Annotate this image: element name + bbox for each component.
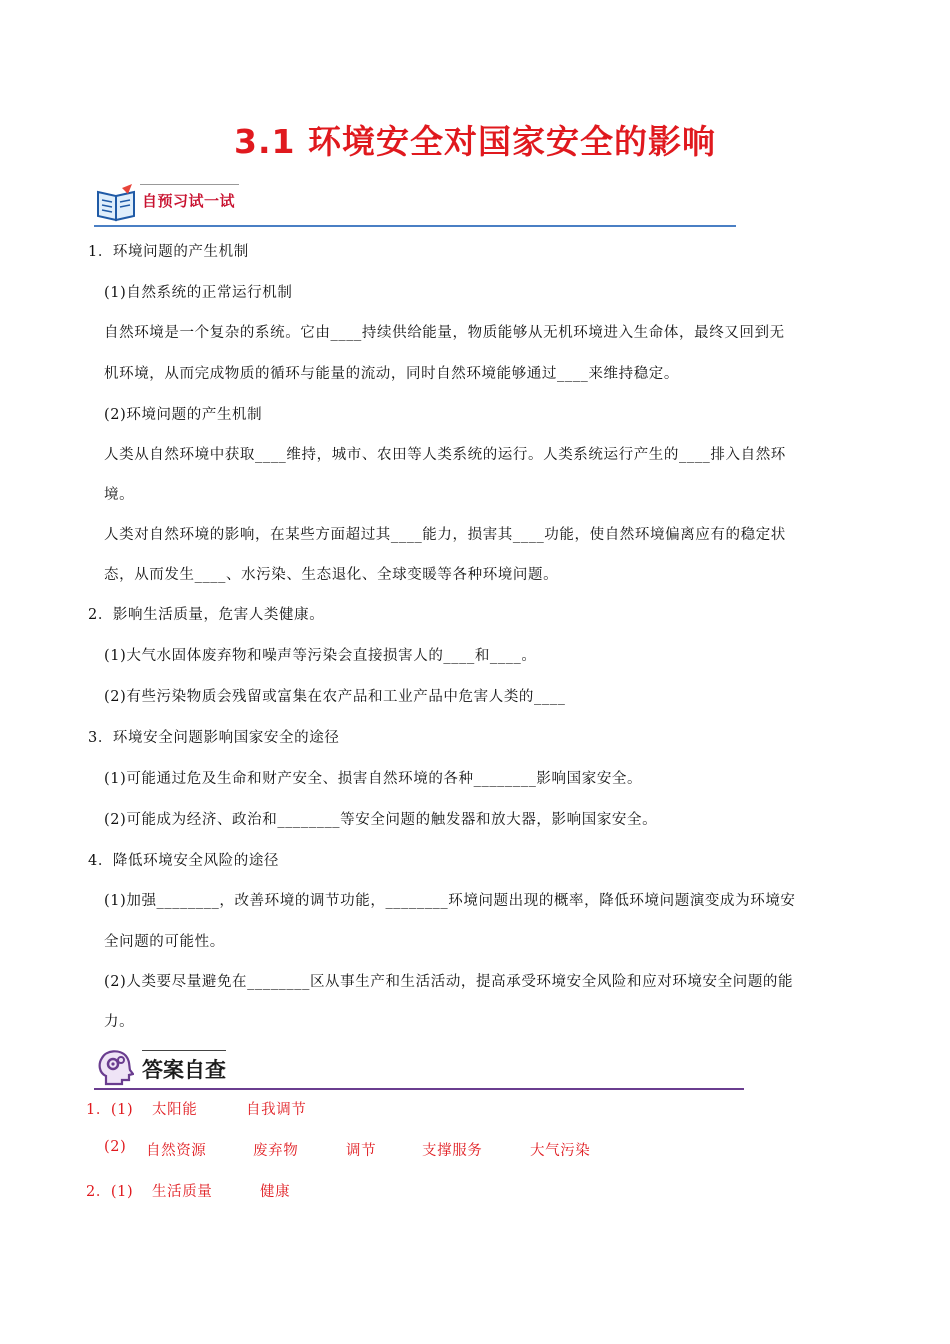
answer-item: 太阳能 [152, 1102, 198, 1118]
answer-item: 自我调节 [246, 1102, 307, 1118]
heading-4: 4．降低环境安全风险的途径 [88, 853, 280, 869]
paragraph-line: (1)加强________，改善环境的调节功能，________环境问题出现的概率，降低环境问题演变成为环境安 [104, 893, 796, 909]
paragraph-line: (1)可能通过危及生命和财产安全、损害自然环境的各种________影响国家安全。 [104, 771, 643, 787]
paragraph-line: 态，从而发生____、水污染、生态退化、全球变暖等各种环境问题。 [104, 567, 559, 583]
answer-item: 支撑服务 [422, 1143, 483, 1159]
head-gears-icon [94, 1046, 134, 1086]
heading-1: 1．环境问题的产生机制 [88, 244, 249, 260]
page-title: 3.1 环境安全对国家安全的影响 [234, 122, 716, 161]
paragraph-line: (2)人类要尽量避免在________区从事生产和生活活动，提高承受环境安全风险和应对环境安全问题的能 [104, 974, 794, 990]
paragraph-line: 力。 [104, 1014, 135, 1030]
answer-prefix: 2．(1) [86, 1184, 134, 1200]
paragraph-line: 机环境，从而完成物质的循环与能量的流动，同时自然环境能够通过____来维持稳定。 [104, 366, 679, 382]
answer-item: 大气污染 [530, 1143, 591, 1159]
answer-prefix: 1．(1) [86, 1102, 134, 1118]
paragraph-line: 人类对自然环境的影响，在某些方面超过其____能力，损害其____功能，使自然环境偏离应有的稳定状 [104, 527, 786, 543]
answer-item: 健康 [260, 1184, 291, 1200]
paragraph-line: 境。 [104, 487, 135, 503]
subheading: (1)自然系统的正常运行机制 [104, 285, 293, 301]
answer-item: 废弃物 [253, 1143, 299, 1159]
answer-prefix: (2) [104, 1139, 127, 1155]
paragraph-line: 自然环境是一个复杂的系统。它由____持续供给能量，物质能够从无机环境进入生命体，最终又回到无 [104, 325, 785, 341]
paragraph-line: 全问题的可能性。 [104, 934, 225, 950]
section-rule [94, 1088, 744, 1090]
subheading: (2)环境问题的产生机制 [104, 407, 263, 423]
preview-section-header [94, 182, 736, 227]
paragraph-line: (1)大气水固体废弃物和噪声等污染会直接损害人的____和____。 [104, 648, 537, 664]
answer-section-header [94, 1046, 744, 1090]
answer-item: 生活质量 [152, 1184, 213, 1200]
book-icon [94, 182, 140, 222]
heading-3: 3．环境安全问题影响国家安全的途径 [88, 730, 340, 746]
answer-item: 自然资源 [146, 1143, 207, 1159]
section-label: 答案自查 [142, 1054, 226, 1084]
heading-2: 2．影响生活质量，危害人类健康。 [88, 607, 325, 623]
paragraph-line: (2)有些污染物质会残留或富集在农产品和工业产品中危害人类的____ [104, 689, 566, 705]
section-rule [94, 225, 736, 227]
section-label: 自预习试一试 [142, 192, 236, 210]
paragraph-line: (2)可能成为经济、政治和________等安全问题的触发器和放大器，影响国家安全。 [104, 812, 658, 828]
paragraph-line: 人类从自然环境中获取____维持，城市、农田等人类系统的运行。人类系统运行产生的____排入自然环 [104, 447, 786, 463]
answer-item: 调节 [346, 1143, 377, 1159]
